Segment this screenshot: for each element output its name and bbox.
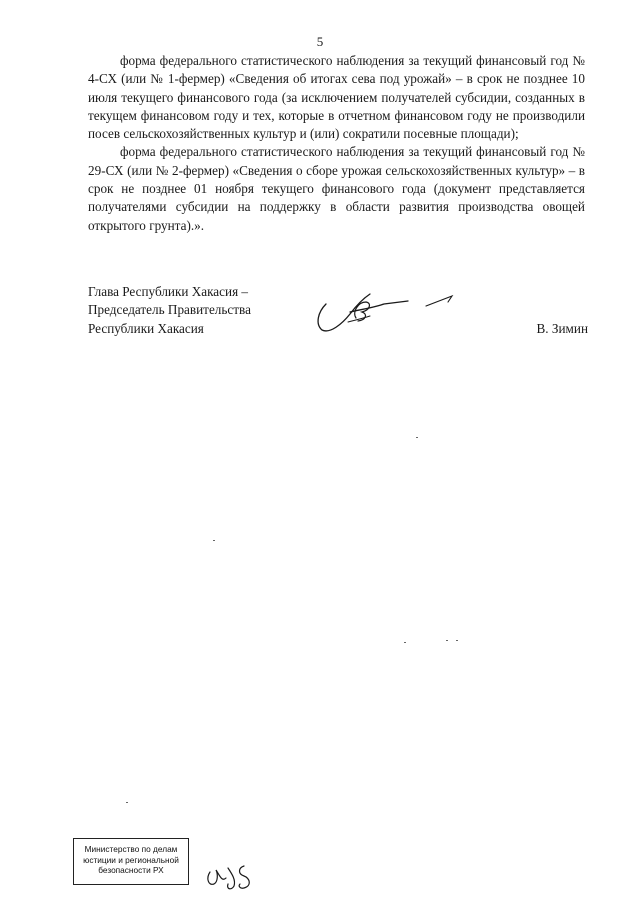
- scan-speck: [456, 640, 458, 641]
- scan-speck: [126, 802, 128, 803]
- stamp-line: безопасности РХ: [98, 865, 164, 875]
- scan-speck: [416, 437, 418, 438]
- signer-name: В. Зимин: [536, 320, 588, 336]
- signer-position-line: Глава Республики Хакасия –: [88, 284, 249, 299]
- scan-speck: [213, 540, 215, 541]
- signer-position-line: Председатель Правительства: [88, 302, 251, 318]
- handwritten-signature: [312, 288, 462, 338]
- scan-speck: [404, 642, 406, 643]
- page-number: 5: [316, 34, 324, 49]
- scan-speck: [446, 640, 448, 641]
- paragraph-form-4-sh: форма федерального статистического наблюдения за текущий финансовый год № 4-СХ (или № 1-фермер) «Сведения об итогах сева под урожай» – в срок не позднее 10 июля текущего финансового года (за исключением получателей субсидии, созданных в текущем финансовом году и тех, которые в отчетном финансовом году не производили посев сельскохозяйственных культур и (или) сократили посевные площади);: [88, 53, 585, 142]
- ministry-stamp: [73, 838, 189, 885]
- paragraph-form-29-sh: форма федерального статистического наблюдения за текущий финансовый год № 29-СХ (или № 2-фермер) «Сведения о сборе урожая сельскохозяйственных культур» – в срок не позднее 01 ноября текущего финансового года (документ представляется получателями субсидии на поддержку в области развития производства овощей открытого грунта).».: [88, 144, 585, 233]
- handwritten-initials: [204, 860, 260, 894]
- stamp-line: юстиции и региональной: [83, 854, 179, 865]
- document-body: [88, 52, 585, 235]
- stamp-line: Министерство по делам: [84, 844, 178, 854]
- signer-position-line: Республики Хакасия: [88, 320, 204, 336]
